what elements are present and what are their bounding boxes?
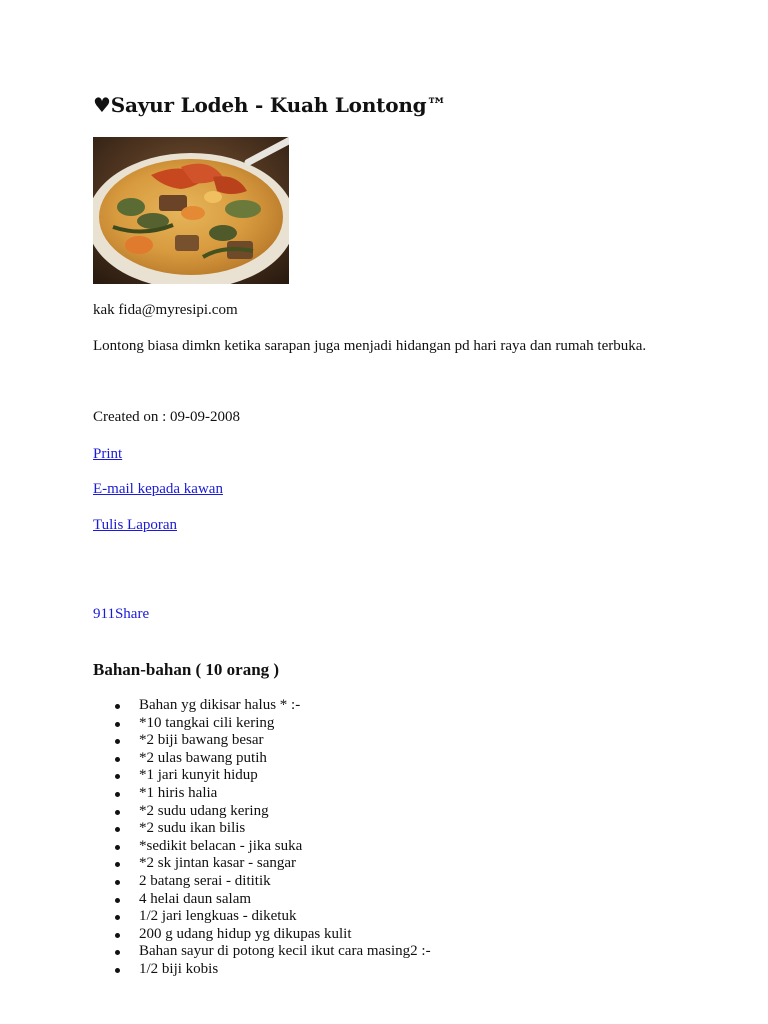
- bullet-icon: [115, 722, 120, 727]
- bullet-icon: [115, 774, 120, 779]
- list-item: *2 sk jintan kasar - sangar: [93, 855, 431, 873]
- recipe-title: ♥Sayur Lodeh - Kuah Lontong™: [93, 93, 447, 117]
- list-item: *sedikit belacan - jika suka: [93, 838, 431, 856]
- bullet-icon: [115, 862, 120, 867]
- bullet-icon: [115, 880, 120, 885]
- list-item: *2 sudu ikan bilis: [93, 820, 431, 838]
- list-item: 1/2 biji kobis: [93, 961, 431, 979]
- list-item: Bahan sayur di potong kecil ikut cara masing2 :-: [93, 943, 431, 961]
- bullet-icon: [115, 827, 120, 832]
- bullet-icon: [115, 757, 120, 762]
- created-date: Created on : 09-09-2008: [93, 409, 241, 425]
- bullet-icon: [115, 915, 120, 920]
- recipe-description: Lontong biasa dimkn ketika sarapan juga menjadi hidangan pd hari raya dan rumah terbuka.: [93, 338, 647, 354]
- ingredients-list: [93, 697, 431, 979]
- list-item: *2 sudu udang kering: [93, 803, 431, 821]
- bullet-icon: [115, 933, 120, 938]
- author-credit: kak fida@myresipi.com: [93, 302, 238, 318]
- list-item: 200 g udang hidup yg dikupas kulit: [93, 926, 431, 944]
- bullet-icon: [115, 968, 120, 973]
- write-report-link[interactable]: Tulis Laporan: [93, 517, 178, 533]
- email-friend-link[interactable]: E-mail kepada kawan: [93, 481, 223, 497]
- bullet-icon: [115, 792, 120, 797]
- list-item: 2 batang serai - dititik: [93, 873, 431, 891]
- print-link[interactable]: Print: [93, 446, 123, 462]
- bullet-icon: [115, 898, 120, 903]
- bullet-icon: [115, 845, 120, 850]
- list-item: *2 ulas bawang putih: [93, 750, 431, 768]
- share-link[interactable]: 911Share: [93, 606, 150, 622]
- bullet-icon: [115, 810, 120, 815]
- ingredients-heading: Bahan-bahan ( 10 orang ): [93, 660, 280, 679]
- bullet-icon: [115, 739, 120, 744]
- recipe-photo: [93, 137, 289, 284]
- list-item: *10 tangkai cili kering: [93, 715, 431, 733]
- sayur-lodeh-bowl-image: [93, 137, 289, 284]
- list-item: *2 biji bawang besar: [93, 732, 431, 750]
- list-item: 4 helai daun salam: [93, 891, 431, 909]
- bullet-icon: [115, 950, 120, 955]
- list-item: Bahan yg dikisar halus * :-: [93, 697, 431, 715]
- list-item: 1/2 jari lengkuas - diketuk: [93, 908, 431, 926]
- bullet-icon: [115, 704, 120, 709]
- list-item: *1 hiris halia: [93, 785, 431, 803]
- list-item: *1 jari kunyit hidup: [93, 767, 431, 785]
